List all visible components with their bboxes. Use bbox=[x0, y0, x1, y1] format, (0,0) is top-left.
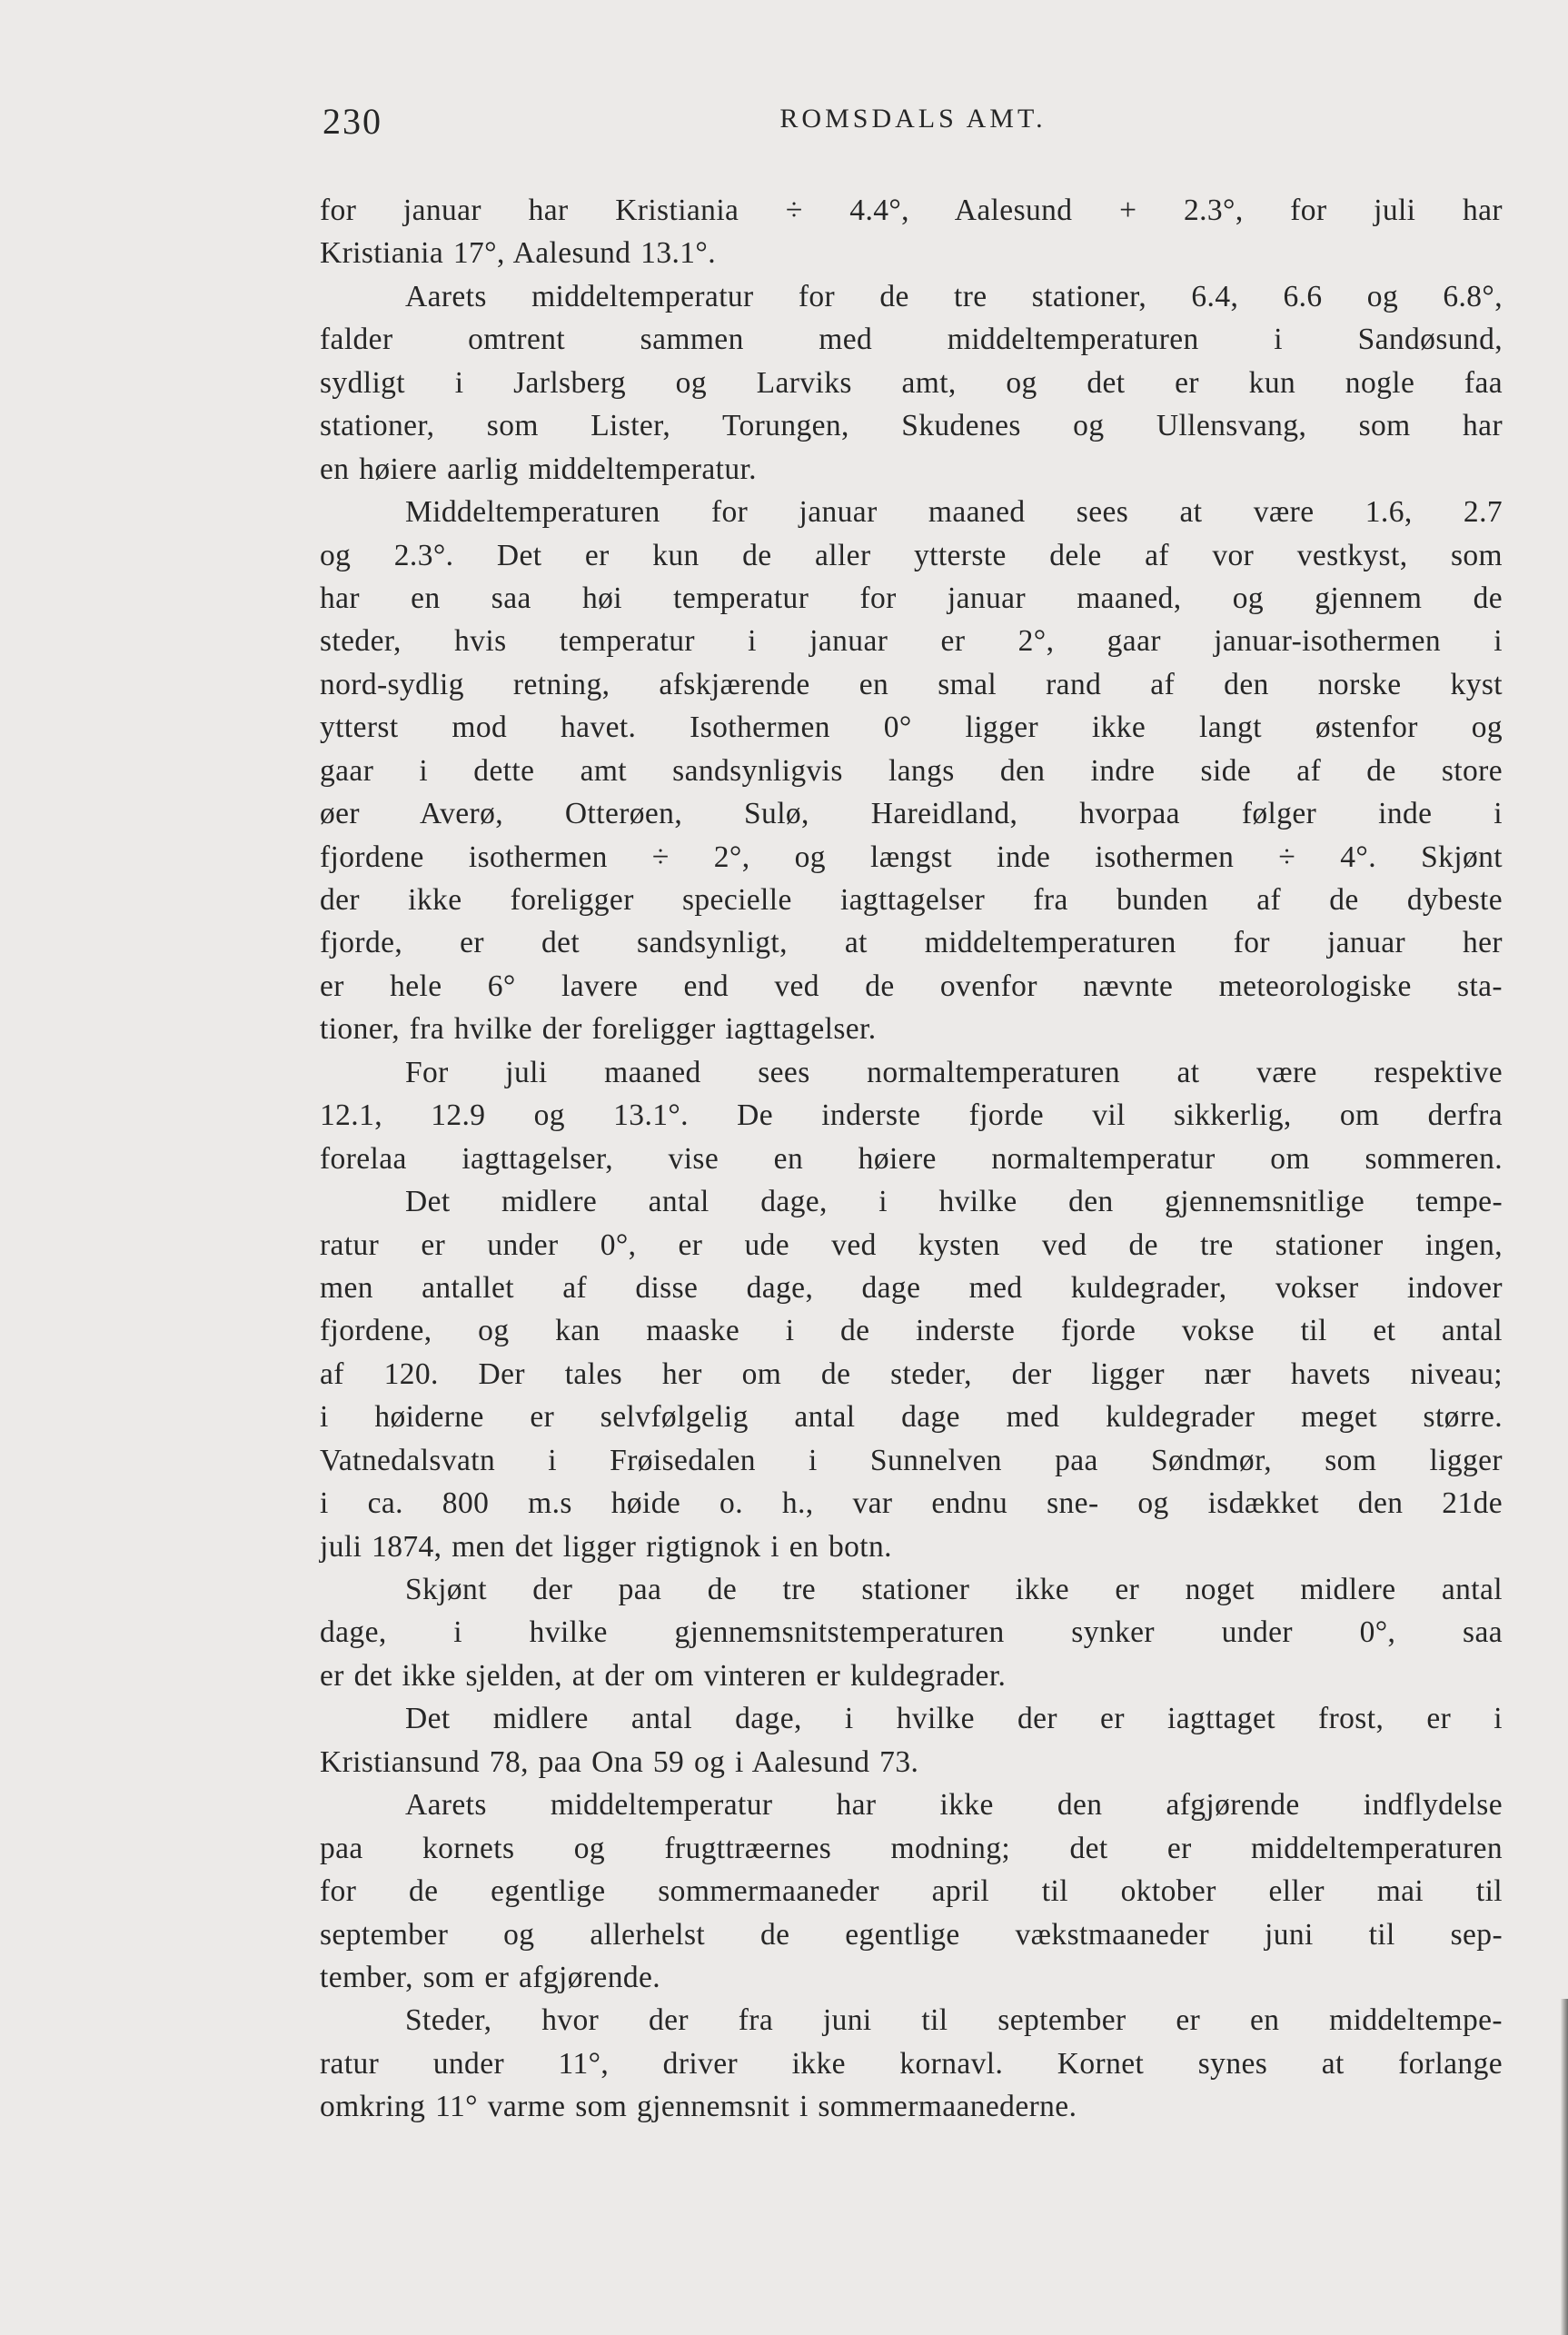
running-head: ROMSDALS AMT. bbox=[779, 104, 1047, 134]
text-line: er hele 6° lavere end ved de ovenfor nævnte meteorologiske sta- bbox=[320, 969, 1503, 1003]
text-line: For juli maaned sees normaltemperaturen at være respektive bbox=[405, 1055, 1503, 1089]
text-line: 12.1, 12.9 og 13.1°. De inderste fjorde vil sikkerlig, om derfra bbox=[320, 1098, 1503, 1133]
text-line: Middeltemperaturen for januar maaned sees at være 1.6, 2.7 bbox=[405, 495, 1503, 530]
text-line: tember, som er afgjørende. bbox=[320, 1960, 661, 1994]
text-line: omkring 11° varme som gjennemsnit i sommermaanederne. bbox=[320, 2090, 1077, 2124]
text-line: for de egentlige sommermaaneder april til oktober eller mai til bbox=[320, 1874, 1503, 1909]
text-line: i høiderne er selvfølgelig antal dage med kuldegrader meget større. bbox=[320, 1400, 1503, 1435]
text-line: Skjønt der paa de tre stationer ikke er noget midlere antal bbox=[405, 1573, 1503, 1606]
text-line: ratur under 11°, driver ikke kornavl. Kornet synes at forlange bbox=[320, 2046, 1503, 2081]
text-line: Steder, hvor der fra juni til september er en middeltempe- bbox=[405, 2003, 1503, 2038]
text-line: har en saa høi temperatur for januar maaned, og gjennem de bbox=[320, 581, 1503, 615]
text-line: tioner, fra hvilke der foreligger iagttagelser. bbox=[320, 1012, 877, 1047]
text-line: der ikke foreligger specielle iagttagelser fra bunden af de dybeste bbox=[320, 883, 1503, 917]
text-line: sydligt i Jarlsberg og Larviks amt, og det er kun nogle faa bbox=[320, 365, 1503, 400]
text-line: Aarets middeltemperatur har ikke den afgjørende indflydelse bbox=[405, 1788, 1503, 1823]
text-line: ratur er under 0°, er ude ved kysten ved de tre stationer ingen, bbox=[320, 1227, 1503, 1262]
text-line: Kristiania 17°, Aalesund 13.1°. bbox=[320, 236, 716, 271]
text-line: steder, hvis temperatur i januar er 2°, gaar januar-isothermen i bbox=[320, 624, 1503, 659]
text-line: juli 1874, men det ligger rigtignok i en botn. bbox=[320, 1529, 892, 1564]
text-line: og 2.3°. Det er kun de aller ytterste dele af vor vestkyst, som bbox=[320, 538, 1503, 572]
text-line: fjorde, er det sandsynligt, at middeltemperaturen for januar her bbox=[320, 926, 1503, 960]
text-line: Kristiansund 78, paa Ona 59 og i Aalesund 73. bbox=[320, 1744, 919, 1779]
text-line: forelaa iagttagelser, vise en høiere normaltemperatur om sommeren. bbox=[320, 1141, 1503, 1176]
page-number: 230 bbox=[323, 101, 382, 142]
text-line: dage, i hvilke gjennemsnitstemperaturen synker under 0°, saa bbox=[320, 1615, 1503, 1650]
page-edge-shadow bbox=[1561, 1999, 1568, 2335]
text-line: men antallet af disse dage, dage med kuldegrader, vokser indover bbox=[320, 1270, 1503, 1305]
text-line: paa kornets og frugttræernes modning; det er middeltemperaturen bbox=[320, 1831, 1503, 1865]
text-line: en høiere aarlig middeltemperatur. bbox=[320, 452, 757, 486]
text-line: af 120. Der tales her om de steder, der ligger nær havets niveau; bbox=[320, 1356, 1503, 1391]
text-line: Vatnedalsvatn i Frøisedalen i Sunnelven paa Søndmør, som ligger bbox=[320, 1443, 1503, 1477]
text-line: falder omtrent sammen med middeltemperaturen i Sandøsund, bbox=[320, 323, 1503, 357]
text-line: Det midlere antal dage, i hvilke der er iagttaget frost, er i bbox=[405, 1702, 1503, 1736]
text-line: ytterst mod havet. Isothermen 0° ligger ikke langt østenfor og bbox=[320, 710, 1503, 745]
text-line: øer Averø, Otterøen, Sulø, Hareidland, hvorpaa følger inde i bbox=[320, 797, 1503, 831]
text-line: Aarets middeltemperatur for de tre stationer, 6.4, 6.6 og 6.8°, bbox=[405, 279, 1503, 313]
text-line: fjordene isothermen ÷ 2°, og længst inde isothermen ÷ 4°. Skjønt bbox=[320, 840, 1503, 874]
text-line: stationer, som Lister, Torungen, Skudenes og Ullensvang, som har bbox=[320, 409, 1503, 443]
body-text bbox=[320, 189, 1503, 2129]
text-line: for januar har Kristiania ÷ 4.4°, Aalesund + 2.3°, for juli har bbox=[320, 194, 1503, 227]
text-line: nord-sydlig retning, afskjærende en smal rand af den norske kyst bbox=[320, 667, 1503, 701]
page-header bbox=[323, 100, 1503, 145]
text-line: i ca. 800 m.s høide o. h., var endnu sne- og isdækket den 21de bbox=[320, 1486, 1503, 1521]
text-line: september og allerhelst de egentlige vækstmaaneder juni til sep- bbox=[320, 1917, 1503, 1952]
text-line: Det midlere antal dage, i hvilke den gjennemsnitlige tempe- bbox=[405, 1185, 1503, 1219]
text-line: gaar i dette amt sandsynligvis langs den indre side af de store bbox=[320, 753, 1503, 788]
text-line: fjordene, og kan maaske i de inderste fjorde vokse til et antal bbox=[320, 1314, 1503, 1348]
text-line: er det ikke sjelden, at der om vinteren er kuldegrader. bbox=[320, 1658, 1007, 1693]
